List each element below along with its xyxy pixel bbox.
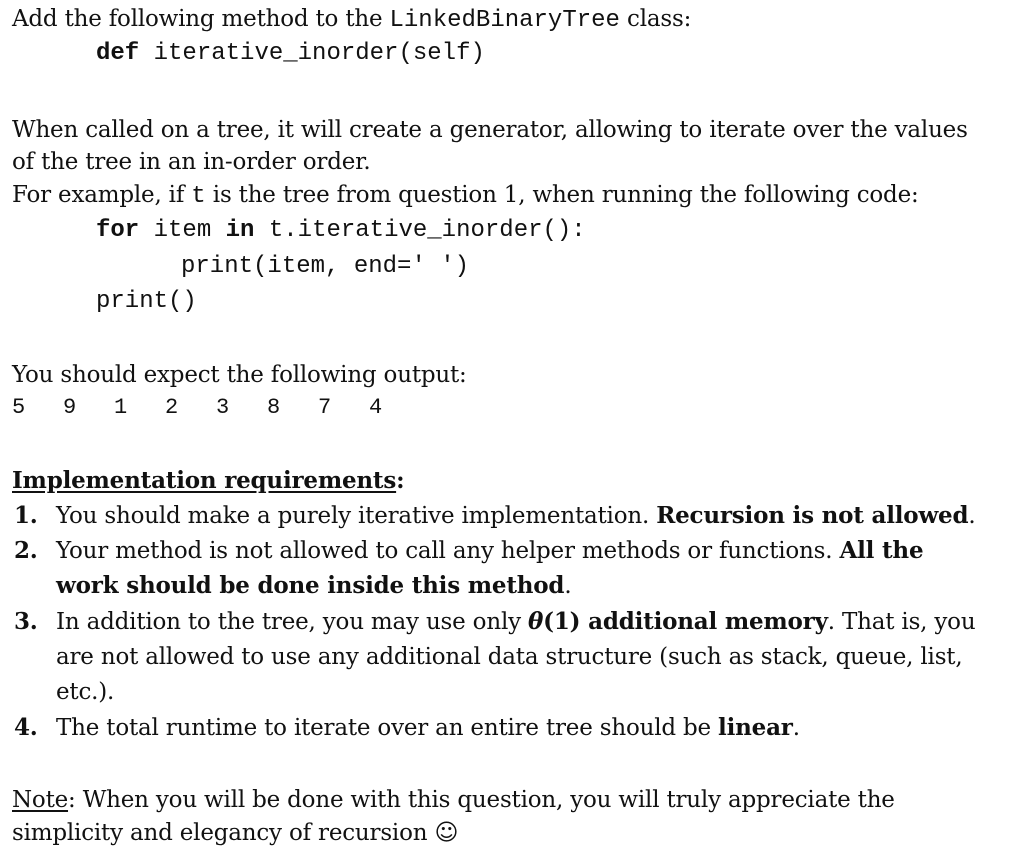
- requirement-bold: Recursion is not allowed: [656, 502, 969, 529]
- loop-expr: t.iterative_inorder():: [254, 217, 586, 244]
- requirement-text: You should make a purely iterative implementation.: [56, 503, 657, 529]
- for-keyword: for: [96, 217, 140, 244]
- output-value: 7: [318, 395, 332, 420]
- requirement-text: Your method is not allowed to call any helper methods or functions.: [56, 538, 840, 564]
- requirement-bold: work should be done inside this method: [56, 572, 565, 599]
- requirement-bold: linear: [718, 714, 793, 741]
- requirement-3: [14, 607, 975, 637]
- description-line-1: When called on a tree, it will create a generator, allowing to iterate over the values: [12, 117, 968, 143]
- var-t: t: [191, 183, 206, 210]
- requirement-text: .: [968, 503, 976, 529]
- note-text-2: simplicity and elegancy of recursion: [12, 820, 435, 846]
- note-line-1: [12, 785, 895, 815]
- output-value: 5: [12, 395, 26, 420]
- output-value: 4: [369, 395, 383, 420]
- requirement-1: [14, 501, 975, 531]
- output-value: 1: [114, 395, 128, 420]
- note-line-2: [12, 818, 458, 848]
- description-line-3: [12, 180, 919, 212]
- class-name: LinkedBinaryTree: [389, 7, 620, 34]
- description-line-2: of the tree in an in-order order.: [12, 149, 371, 175]
- output-label: You should expect the following output:: [12, 362, 467, 388]
- output-values: [12, 393, 420, 423]
- requirement-number: 3.: [14, 608, 38, 635]
- in-keyword: in: [225, 217, 255, 244]
- requirements-title-text: Implementation requirements: [12, 467, 397, 494]
- requirement-4: [14, 713, 800, 743]
- method-signature: [96, 39, 485, 69]
- theta-symbol: θ: [528, 608, 544, 635]
- description-line-3-prefix: For example, if: [12, 182, 192, 208]
- requirement-bold: (1) additional memory: [543, 608, 828, 635]
- requirement-text: The total runtime to iterate over an entire tree should be: [56, 715, 719, 741]
- requirements-title: [12, 466, 404, 496]
- requirement-text: In addition to the tree, you may use only: [56, 609, 529, 635]
- output-value: 3: [216, 395, 230, 420]
- requirement-3-line-3: etc.).: [56, 679, 115, 705]
- requirement-2-cont: [14, 571, 571, 601]
- requirement-bold: All the: [839, 537, 924, 564]
- intro-prefix: Add the following method to the: [12, 6, 390, 32]
- requirements-title-colon: :: [396, 467, 405, 494]
- output-value: 8: [267, 395, 281, 420]
- requirement-text: .: [792, 715, 800, 741]
- output-value: 9: [63, 395, 77, 420]
- requirement-3-line-2: are not allowed to use any additional data structure (such as stack, queue, list,: [56, 644, 963, 670]
- smiley-icon: ☺: [434, 820, 459, 846]
- output-value: 2: [165, 395, 179, 420]
- requirement-2: [14, 536, 923, 566]
- intro-line: [12, 4, 691, 36]
- requirement-number: 4.: [14, 714, 38, 741]
- requirement-number: 1.: [14, 502, 38, 529]
- def-keyword: def: [96, 40, 140, 67]
- code-for-line: [96, 216, 586, 246]
- requirement-text: .: [564, 573, 572, 599]
- note-text-1: : When you will be done with this question, you will truly appreciate the: [68, 787, 895, 813]
- note-label: Note: [12, 787, 69, 813]
- requirement-number: 2.: [14, 537, 38, 564]
- description-line-3-suffix: is the tree from question 1, when running the following code:: [205, 182, 919, 208]
- code-print-empty: print(): [96, 288, 197, 315]
- item-var: item: [139, 217, 226, 244]
- code-print-line: print(item, end=' '): [181, 253, 470, 280]
- intro-suffix: class:: [619, 6, 692, 32]
- signature-text: iterative_inorder(self): [139, 40, 485, 67]
- requirement-text: . That is, you: [827, 609, 976, 635]
